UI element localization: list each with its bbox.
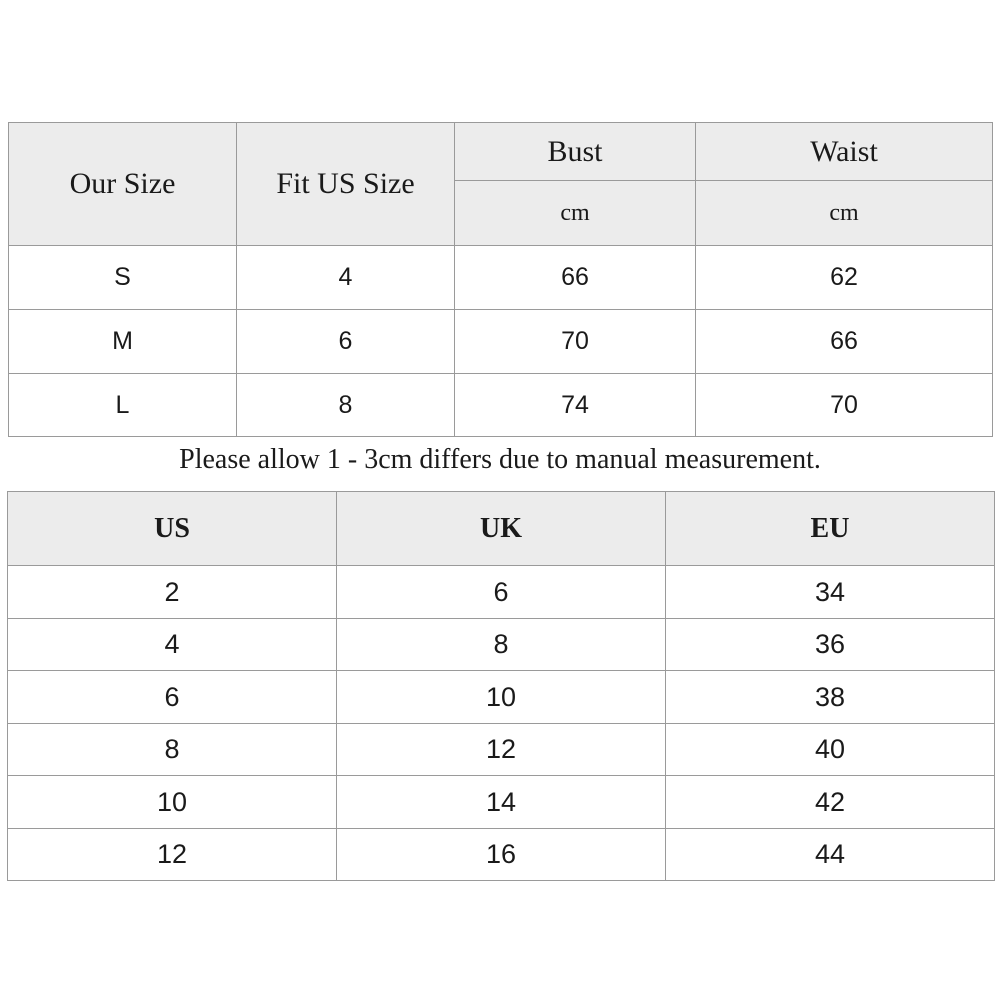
header-us: US [8,492,337,566]
cell-eu: 38 [666,671,995,724]
cell-eu: 36 [666,619,995,671]
cell-uk: 14 [337,776,666,829]
header-waist-unit: cm [696,181,993,246]
header-bust-unit: cm [455,181,696,246]
table-row [9,246,993,310]
cell-uk: 10 [337,671,666,724]
cell-fit-us: 6 [237,310,455,374]
cell-uk: 12 [337,724,666,776]
cell-waist: 66 [696,310,993,374]
header-eu: EU [666,492,995,566]
cell-uk: 8 [337,619,666,671]
cell-us: 2 [8,566,337,619]
cell-uk: 16 [337,829,666,881]
cell-us: 8 [8,724,337,776]
table-row [8,724,995,776]
cell-us: 6 [8,671,337,724]
table-row [8,776,995,829]
header-our-size: Our Size [9,123,237,246]
header-fit-us-size: Fit US Size [237,123,455,246]
cell-fit-us: 8 [237,374,455,437]
cell-bust: 66 [455,246,696,310]
table-row [9,374,993,437]
cell-uk: 6 [337,566,666,619]
cell-us: 12 [8,829,337,881]
cell-bust: 74 [455,374,696,437]
header-bust: Bust [455,123,696,181]
header-uk: UK [337,492,666,566]
cell-bust: 70 [455,310,696,374]
size-chart-table [8,122,993,437]
cell-our-size: M [9,310,237,374]
cell-eu: 44 [666,829,995,881]
cell-us: 4 [8,619,337,671]
header-waist: Waist [696,123,993,181]
cell-eu: 40 [666,724,995,776]
cell-our-size: S [9,246,237,310]
cell-eu: 34 [666,566,995,619]
table-row [9,310,993,374]
cell-us: 10 [8,776,337,829]
cell-eu: 42 [666,776,995,829]
table-row [8,566,995,619]
measurement-note: Please allow 1 - 3cm differs due to manual measurement. [179,444,821,475]
size-conversion-table [7,491,995,881]
cell-waist: 62 [696,246,993,310]
table-row [8,829,995,881]
cell-our-size: L [9,374,237,437]
cell-waist: 70 [696,374,993,437]
table-row [8,671,995,724]
table-row [8,619,995,671]
cell-fit-us: 4 [237,246,455,310]
